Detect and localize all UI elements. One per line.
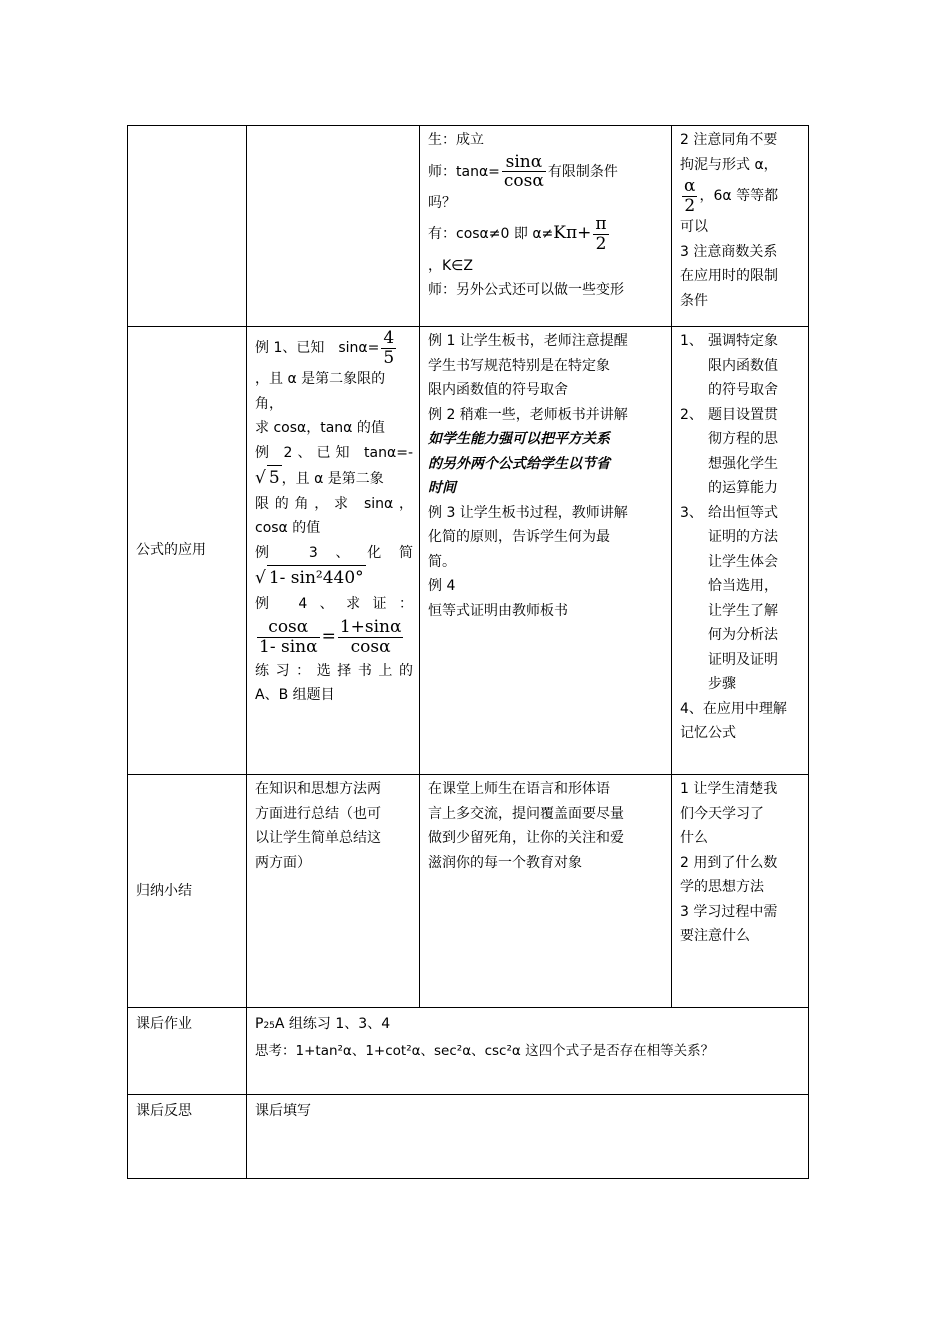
alpha-half-line: $\frac{\alpha}{2}$ ，6α 等等都 <box>684 176 779 216</box>
tan-formula-line: 师：tanα= $\frac{\sin\alpha}{\cos\alpha}$ 有限制条件 <box>428 151 618 192</box>
text-line: 以让学生简单总结这 <box>255 830 381 846</box>
sqrt5-line: √ 5 ，且 α 是第二象 <box>255 465 413 492</box>
text-line: 在知识和思想方法两 <box>255 781 381 797</box>
thinking-question: 思考：1+tan²α、1+cot²α、sec²α、csc²α 这四个式子是否存在相等关系？ <box>255 1042 715 1059</box>
homework-cell <box>247 1008 809 1095</box>
text-line: 限内函数值的符号取舍 <box>428 382 568 398</box>
text-line: 要注意什么 <box>680 928 750 944</box>
content-cell-empty <box>247 126 420 327</box>
fraction-pi-over-2: $\frac{\pi}{2}$ <box>595 214 607 255</box>
stage-label: 课后作业 <box>128 1008 247 1095</box>
intent-list <box>680 329 802 697</box>
text-line: 吗？ <box>428 194 456 211</box>
stage-label: 课后反思 <box>128 1095 247 1179</box>
table-row-formula-discussion <box>128 126 809 327</box>
text-line: 滋润你的每一个教育对象 <box>428 854 582 871</box>
text-line: 师：另外公式还可以做一些变形 <box>428 282 624 299</box>
note-line: 拘泥与形式 α， <box>680 156 778 173</box>
text-line: 例 1 让学生板书，老师注意提醒 <box>428 333 628 349</box>
sqrt-1-minus-sin2: 1- sin²440° <box>267 565 366 591</box>
text-line: 记忆公式 <box>680 725 736 741</box>
examples-cell <box>247 327 420 775</box>
text-line: 学的思想方法 <box>680 879 764 895</box>
intent-cell <box>672 775 809 1008</box>
stage-cell-empty <box>128 126 247 327</box>
text-line: 两方面） <box>255 854 311 871</box>
example-3: 例 3、化简 <box>255 544 413 561</box>
note-line: 在应用时的限制 <box>680 268 778 285</box>
text-line: 方面进行总结（也可 <box>255 805 381 822</box>
table-row-formula-application <box>128 327 809 775</box>
note-line: 可以 <box>680 219 708 236</box>
table-row-homework <box>128 1008 809 1095</box>
text-line: ，K∈Z <box>428 257 473 274</box>
teacher-student-cell <box>420 126 672 327</box>
emphasis-line: 时间 <box>428 480 456 496</box>
lesson-plan-table <box>127 125 809 1179</box>
text-line: 3 学习过程中需 <box>680 903 778 920</box>
condition-line: 有：cosα≠0 即 α≠Kπ+ $\frac{\pi}{2}$ <box>428 214 607 255</box>
fraction-sin-over-cos: $\frac{\sin\alpha}{\cos\alpha}$ <box>503 151 544 192</box>
reflection-cell: 课后填写 <box>247 1095 809 1179</box>
list-item: 3、 给出恒等式 证明的方法 让学生体会 恰当选用， 让学生了解 何为分析法 证明及证明 步骤 <box>680 504 778 692</box>
text-line: 例 3 让学生板书过程，教师讲解 <box>428 504 628 521</box>
sqrt-expression-line: √ 1- sin²440° <box>255 565 413 592</box>
fraction-4-over-5: $\frac{4}{5}$ <box>383 328 395 368</box>
text-line: 们今天学习了 <box>680 805 764 822</box>
example-1: 例 1、已知 sinα= $\frac{4}{5}$ <box>255 328 395 368</box>
text-line: 什么 <box>680 830 708 846</box>
homework-line: P25A 组练习 1、3、4 <box>255 1016 391 1032</box>
note-line: 3 注意商数关系 <box>680 243 778 260</box>
teacher-student-cell <box>420 327 672 775</box>
text-line: 例 2 稍难一些，老师板书并讲解 <box>428 406 628 423</box>
table-row-reflection <box>128 1095 809 1179</box>
example-2: 例 2、已知 tanα=- <box>255 444 413 461</box>
example-4: 例 4、求证： <box>255 595 413 612</box>
practice-line: A、B 组题目 <box>255 687 335 704</box>
emphasis-line: 的另外两个公式给学生以节省 <box>428 455 610 472</box>
text-line: 学生书写规范特别是在特定象 <box>428 357 610 374</box>
text-line: 生：成立 <box>428 132 484 148</box>
intent-cell <box>672 126 809 327</box>
text-line: 例 4 <box>428 578 456 594</box>
stage-label: 归纳小结 <box>128 775 247 1008</box>
text-line: cosα 的值 <box>255 520 321 537</box>
teacher-student-cell <box>420 775 672 1008</box>
list-item: 2、 题目设置贯 彻方程的思 想强化学生 的运算能力 <box>680 406 778 496</box>
text-line: 1 让学生清楚我 <box>680 781 778 797</box>
practice-line: 练习：选择书上的 <box>255 662 413 679</box>
note-line: 2 注意同角不要 <box>680 132 778 148</box>
list-item: 1、 强调特定象 限内函数值 的符号取舍 <box>680 333 778 398</box>
content-cell <box>247 775 420 1008</box>
text-line: ，且 α 是第二象限的 <box>255 371 386 388</box>
note-line: 条件 <box>680 292 708 309</box>
intent-cell <box>672 327 809 775</box>
text-line: 4、在应用中理解 <box>680 700 787 717</box>
text-line: 化简的原则，告诉学生何为最 <box>428 529 610 545</box>
identity-to-prove: $\frac{\cos\alpha}{1- \sin\alpha}$ = $\frac{1+\sin\alpha}{\cos\alpha}$ <box>259 617 402 658</box>
text-line: 求 cosα，tanα 的值 <box>255 420 385 437</box>
fraction-alpha-over-2: $\frac{\alpha}{2}$ <box>684 176 696 216</box>
stage-label: 公式的应用 <box>128 327 247 775</box>
text-line: 做到少留死角，让你的关注和爱 <box>428 830 624 846</box>
text-line: 角， <box>255 395 283 412</box>
sqrt-5: 5 <box>267 465 282 491</box>
text-line: 限的角，求 sinα， <box>255 495 413 512</box>
text-line: 言上多交流，提问覆盖面要尽量 <box>428 805 624 822</box>
text-line: 恒等式证明由教师板书 <box>428 602 568 619</box>
emphasis-line: 如学生能力强可以把平方关系 <box>428 431 610 447</box>
text-line: 2 用到了什么数 <box>680 854 778 871</box>
table-row-summary <box>128 775 809 1008</box>
text-line: 在课堂上师生在语言和形体语 <box>428 781 610 797</box>
text-line: 简。 <box>428 553 456 570</box>
